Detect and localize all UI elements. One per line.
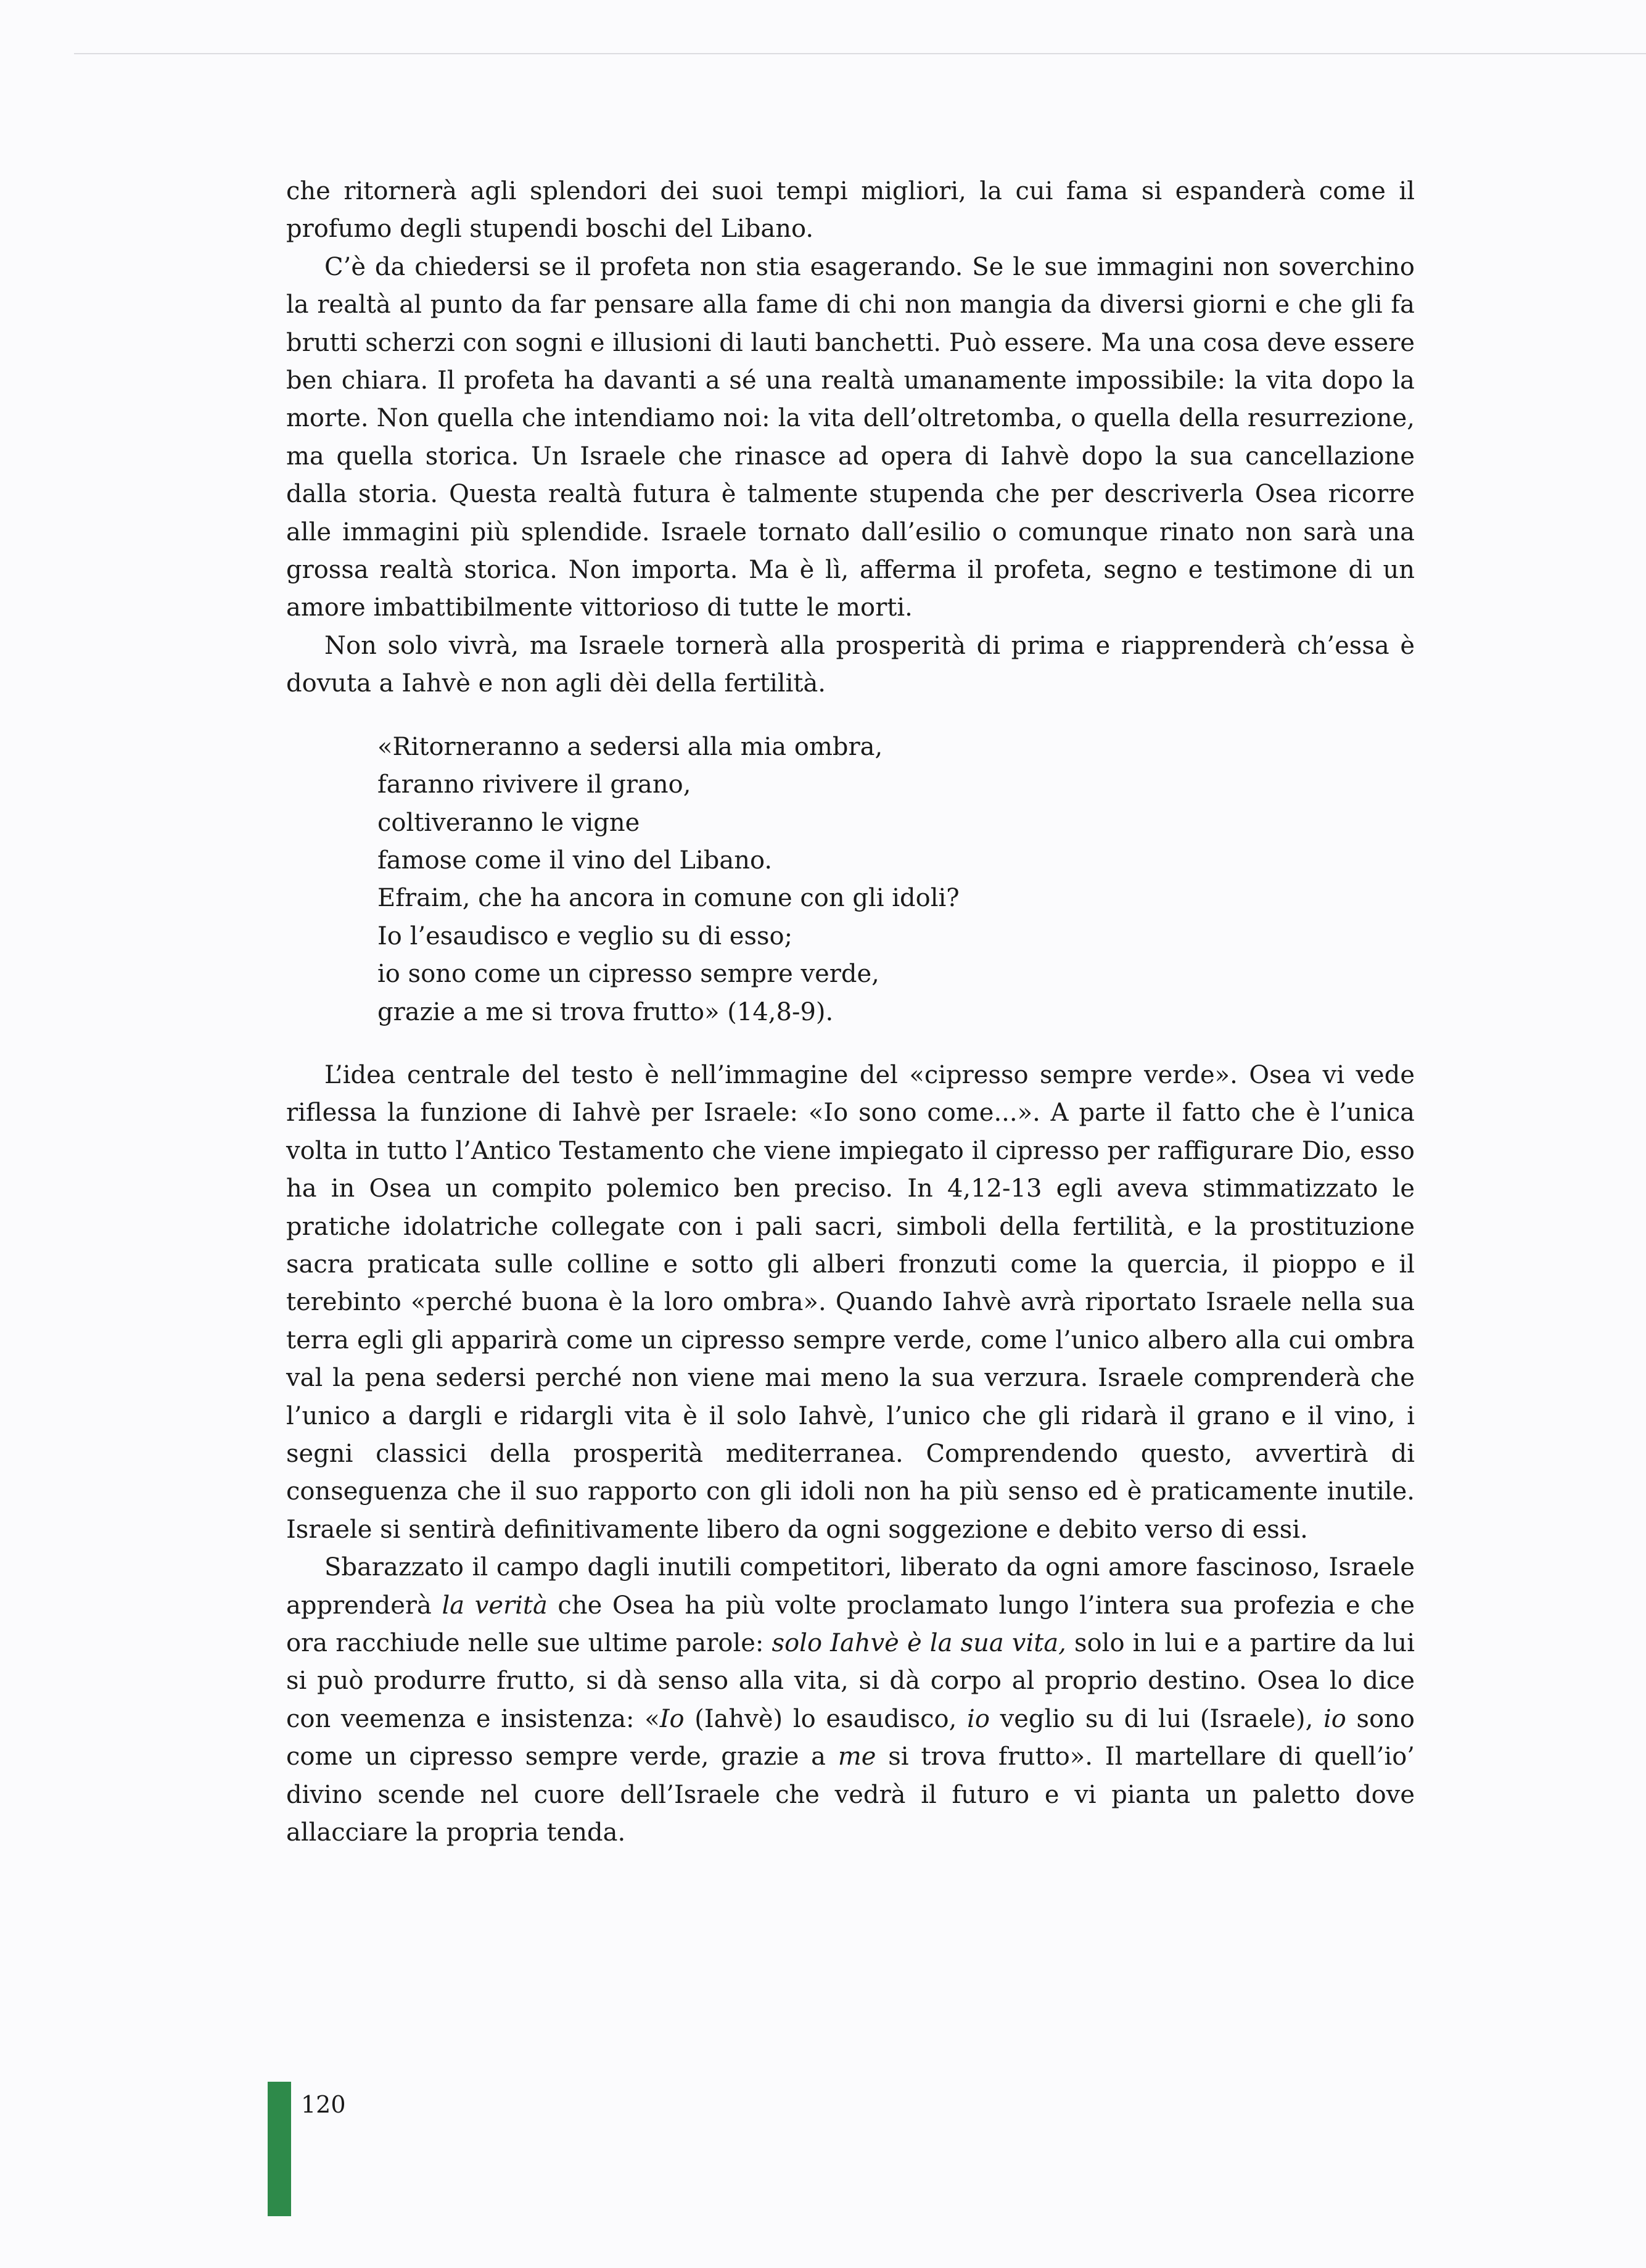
italic-run: la verità [442, 1591, 548, 1620]
text-run: solo in lui e a partire da lui si può produrre frutto, si dà senso alla vita, si dà corpo al proprio destino. Osea lo dice con veemenza e insistenza: « [286, 1629, 1415, 1733]
quotation-line: Efraim, che ha ancora in comune con gli idoli? [377, 884, 960, 913]
quotation-line: io sono come un cipresso sempre verde, [377, 960, 879, 989]
text-run: Sbarazzato il campo dagli inutili competitori, liberato da ogni amore fascinoso, Israele apprenderà [286, 1553, 1415, 1620]
italic-run: Io [659, 1704, 685, 1733]
italic-run: solo Iahvè è la sua vita, [772, 1629, 1066, 1658]
quotation-line: grazie a me si trova frutto» (14,8-9). [377, 997, 834, 1026]
quotation-block [377, 728, 1415, 1031]
quotation-line: Io l’esaudisco e veglio su di esso; [377, 922, 793, 950]
italic-run: io [967, 1704, 990, 1733]
text-run: veglio su di lui (Israele), [989, 1704, 1323, 1733]
text-run: che Osea ha più volte proclamato lungo l’intera sua profezia e che ora racchiude nelle sue ultime parole: [286, 1591, 1415, 1658]
quotation-line: coltiveranno le vigne [377, 808, 640, 837]
paragraph-continuation: che ritornerà agli splendori dei suoi tempi migliori, la cui fama si espanderà come il profumo degli stupendi boschi del Libano. [286, 177, 1415, 244]
body-text [286, 173, 1415, 1852]
italic-run: io [1323, 1704, 1346, 1733]
quotation-line: famose come il vino del Libano. [377, 846, 773, 875]
text-run: si trova frutto». Il martellare di quell’io’ divino scende nel cuore dell’Israele che vedrà il futuro e vi pianta un paletto dove allacciare la propria tenda. [286, 1742, 1415, 1847]
paragraph-cypress-idea: L’idea centrale del testo è nell’immagine del «cipresso sempre verde». Osea vi vede riflessa la funzione di Iahvè per Israele: «Io sono come...». A parte il fatto che è l’unica volta in tutto l’Antico Testamento che viene impiegato il cipresso per raffigurare Dio, esso ha in Osea un compito polemico ben preciso. In 4,12-13 egli aveva stimmatizzato le pratiche idolatriche collegate con i pali sacri, simboli della fertilità, e la prostituzione sacra praticata sulle colline e sotto gli alberi fronzuti come la quercia, il pioppo e il terebinto «perché buona è la loro ombra». Quando Iahvè avrà riportato Israele nella sua terra egli gli apparirà come un cipresso sempre verde, come l’unico albero alla cui ombra val la pena sedersi perché non viene mai meno la sua verzura. Israele comprenderà che l’unico a dargli e ridargli vita è il solo Iahvè, l’unico che gli ridarà il grano e il vino, i segni classici della prosperità mediterranea. Comprendendo questo, avvertirà di conseguenza che il suo rapporto con gli idoli non ha più senso ed è praticamente inutile. Israele si sentirà definitivamente libero da ogni soggezione e debito verso di essi. [286, 1060, 1415, 1544]
paragraph-conclusion [286, 1549, 1415, 1852]
quotation-line: «Ritorneranno a sedersi alla mia ombra, [377, 732, 883, 761]
text-run: sono come un cipresso sempre verde, grazie a [286, 1704, 1415, 1771]
italic-run: me [837, 1742, 876, 1771]
page-number: 120 [301, 2091, 346, 2118]
top-edge-rule [74, 53, 1646, 54]
paragraph-prosperity: Non solo vivrà, ma Israele tornerà alla prosperità di prima e riapprenderà ch’essa è dovuta a Iahvè e non agli dèi della fertilità. [286, 631, 1415, 698]
green-page-marker [268, 2082, 291, 2216]
quotation-line: faranno rivivere il grano, [377, 770, 691, 799]
paragraph-prophet-exaggeration: C’è da chiedersi se il profeta non stia esagerando. Se le sue immagini non soverchino la realtà al punto da far pensare alla fame di chi non mangia da diversi giorni e che gli fa brutti scherzi con sogni e illusioni di lauti banchetti. Può essere. Ma una cosa deve essere ben chiara. Il profeta ha davanti a sé una realtà umanamente impossibile: la vita dopo la morte. Non quella che intendiamo noi: la vita dell’oltretomba, o quella della resurrezione, ma quella storica. Un Israele che rinasce ad opera di Iahvè dopo la sua cancellazione dalla storia. Questa realtà futura è talmente stupenda che per descriverla Osea ricorre alle immagini più splendide. Israele tornato dall’esilio o comunque rinato non sarà una grossa realtà storica. Non importa. Ma è lì, afferma il profeta, segno e testimone di un amore imbattibilmente vittorioso di tutte le morti. [286, 252, 1415, 622]
text-run: (Iahvè) lo esaudisco, [684, 1704, 968, 1733]
